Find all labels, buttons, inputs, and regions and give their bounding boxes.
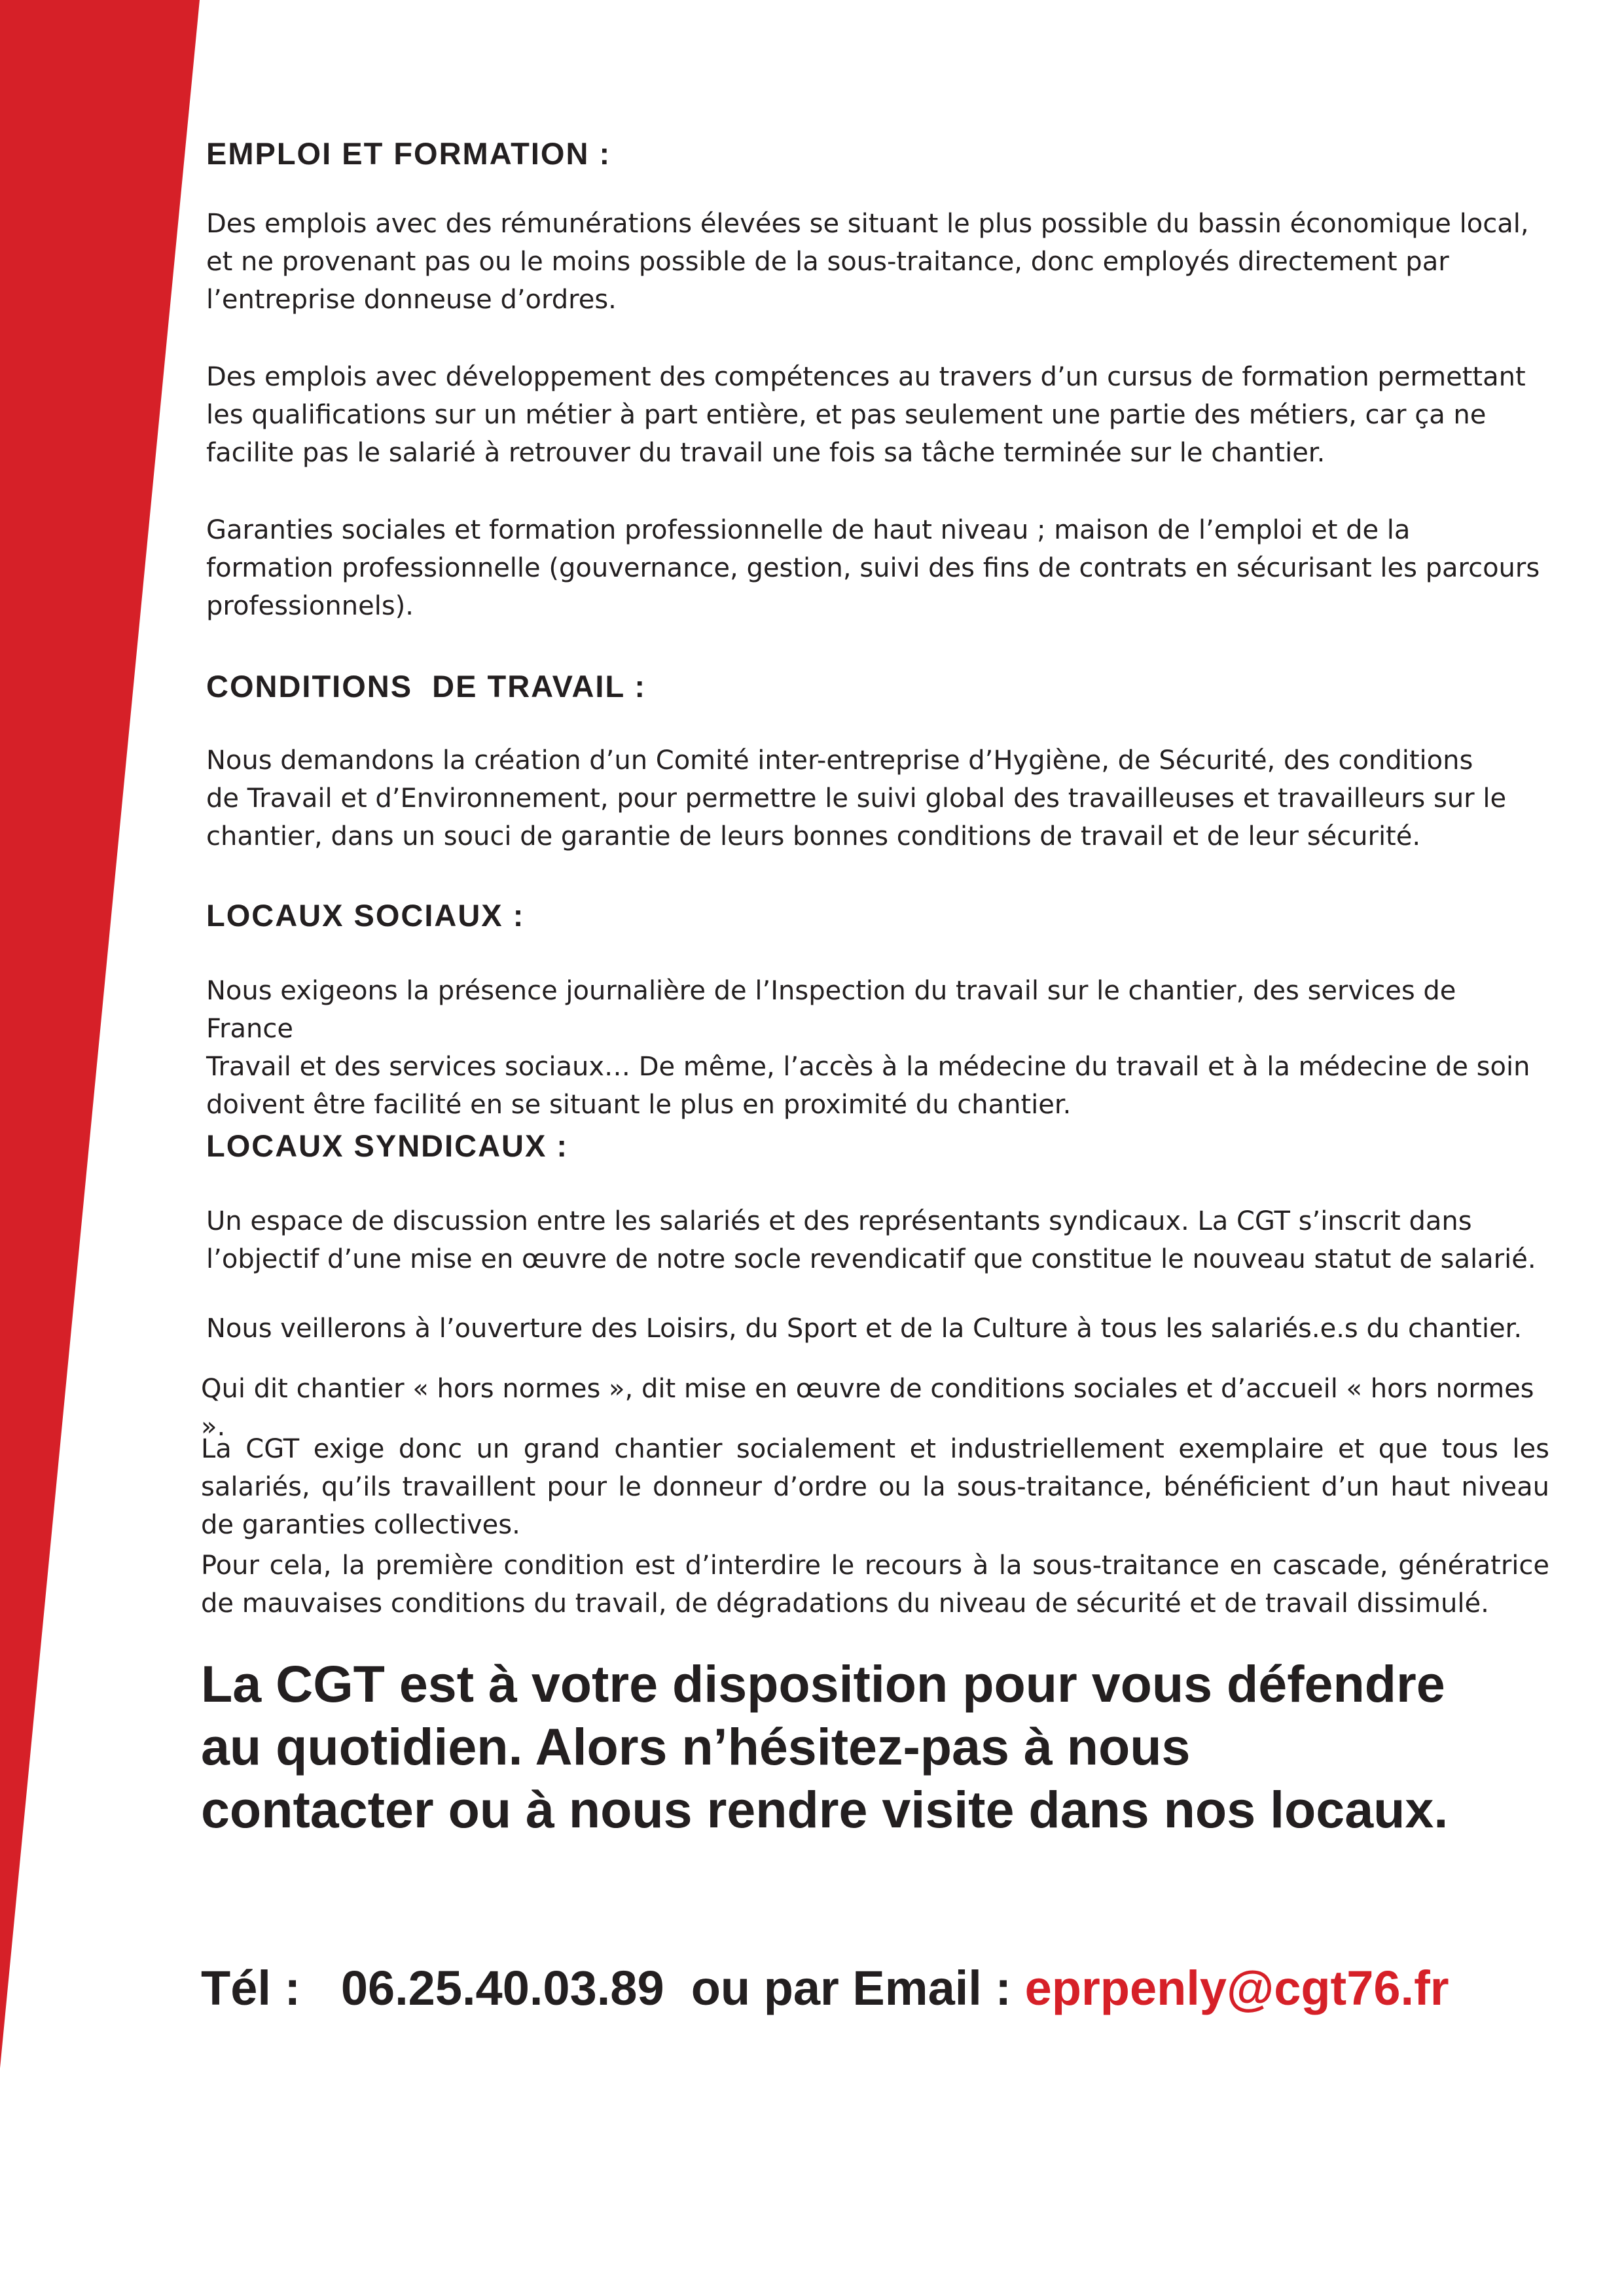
tel-label: Tél :	[201, 1961, 301, 2015]
paragraph-premiere-condition: Pour cela, la première condition est d’interdire le recours à la sous-traitance en cascade, génératrice de mauvaises conditions du travail, de dégradations du niveau de sécurité et de travail dissimulé.	[201, 1551, 1549, 1619]
heading-locaux-sociaux: LOCAUX SOCIAUX :	[206, 898, 525, 933]
email-label: ou par Email :	[691, 1961, 1012, 2015]
contact-line	[201, 1960, 1562, 2016]
paragraph-inspection-travail: Nous exigeons la présence journalière de l’Inspection du travail sur le chantier, des services de France Travail et des services sociaux… De même, l’accès à la médecine du travail et à la médecine de soin doivent être facilité en se situant le plus en proximité du chantier.	[206, 976, 1530, 1120]
paragraph-garanties-sociales: Garanties sociales et formation professionnelle de haut niveau ; maison de l’emploi et de la formation professionnelle (gouvernance, gestion, suivi des fins de contrats en sécurisant les parcours professionnels).	[206, 515, 1540, 621]
red-diagonal-band	[0, 0, 203, 2296]
red-band-shape	[0, 0, 200, 2068]
call-to-action: La CGT est à votre disposition pour vous défendre au quotidien. Alors n’hésitez-pas à nous contacter ou à nous rendre visite dans nos locaux.	[201, 1655, 1449, 1839]
heading-conditions-travail: CONDITIONS DE TRAVAIL :	[206, 669, 647, 704]
email-link[interactable]: eprpenly@cgt76.fr	[1024, 1961, 1449, 2015]
paragraph-loisirs-sport-culture: Nous veillerons à l’ouverture des Loisirs, du Sport et de la Culture à tous les salariés.e.s du chantier.	[206, 1314, 1523, 1344]
paragraph-cgt-exige: La CGT exige donc un grand chantier socialement et industriellement exemplaire et que tous les salariés, qu’ils travaillent pour le donneur d’ordre ou la sous-traitance, bénéficient d’un haut niveau de garanties collectives.	[201, 1434, 1549, 1540]
paragraph-espace-discussion: Un espace de discussion entre les salariés et des représentants syndicaux. La CGT s’inscrit dans l’objectif d’une mise en œuvre de notre socle revendicatif que constitue le nouveau statut de salarié.	[206, 1206, 1536, 1274]
paragraph-emplois-remunerations: Des emplois avec des rémunérations élevées se situant le plus possible du bassin économique local, et ne provenant pas ou le moins possible de la sous-traitance, donc employés directement par l’entreprise donneuse d’ordres.	[206, 209, 1529, 315]
heading-emploi-formation: EMPLOI ET FORMATION :	[206, 136, 611, 171]
paragraph-comite-hygiene: Nous demandons la création d’un Comité inter-entreprise d’Hygiène, de Sécurité, des conditions de Travail et d’Environnement, pour permettre le suivi global des travailleuses et travailleurs sur le chantier, dans un souci de garantie de leurs bonnes conditions de travail et de leur sécurité.	[206, 745, 1507, 852]
paragraph-hors-normes: Qui dit chantier « hors normes », dit mise en œuvre de conditions sociales et d’accueil « hors normes ».	[201, 1374, 1534, 1442]
tel-number[interactable]: 06.25.40.03.89	[340, 1961, 664, 2015]
heading-locaux-syndicaux: LOCAUX SYNDICAUX :	[206, 1128, 569, 1163]
paragraph-emplois-competences: Des emplois avec développement des compétences au travers d’un cursus de formation permettant les qualifications sur un métier à part entière, et pas seulement une partie des métiers, car ça ne facilite pas le salarié à retrouver du travail une fois sa tâche terminée sur le chantier.	[206, 362, 1526, 468]
